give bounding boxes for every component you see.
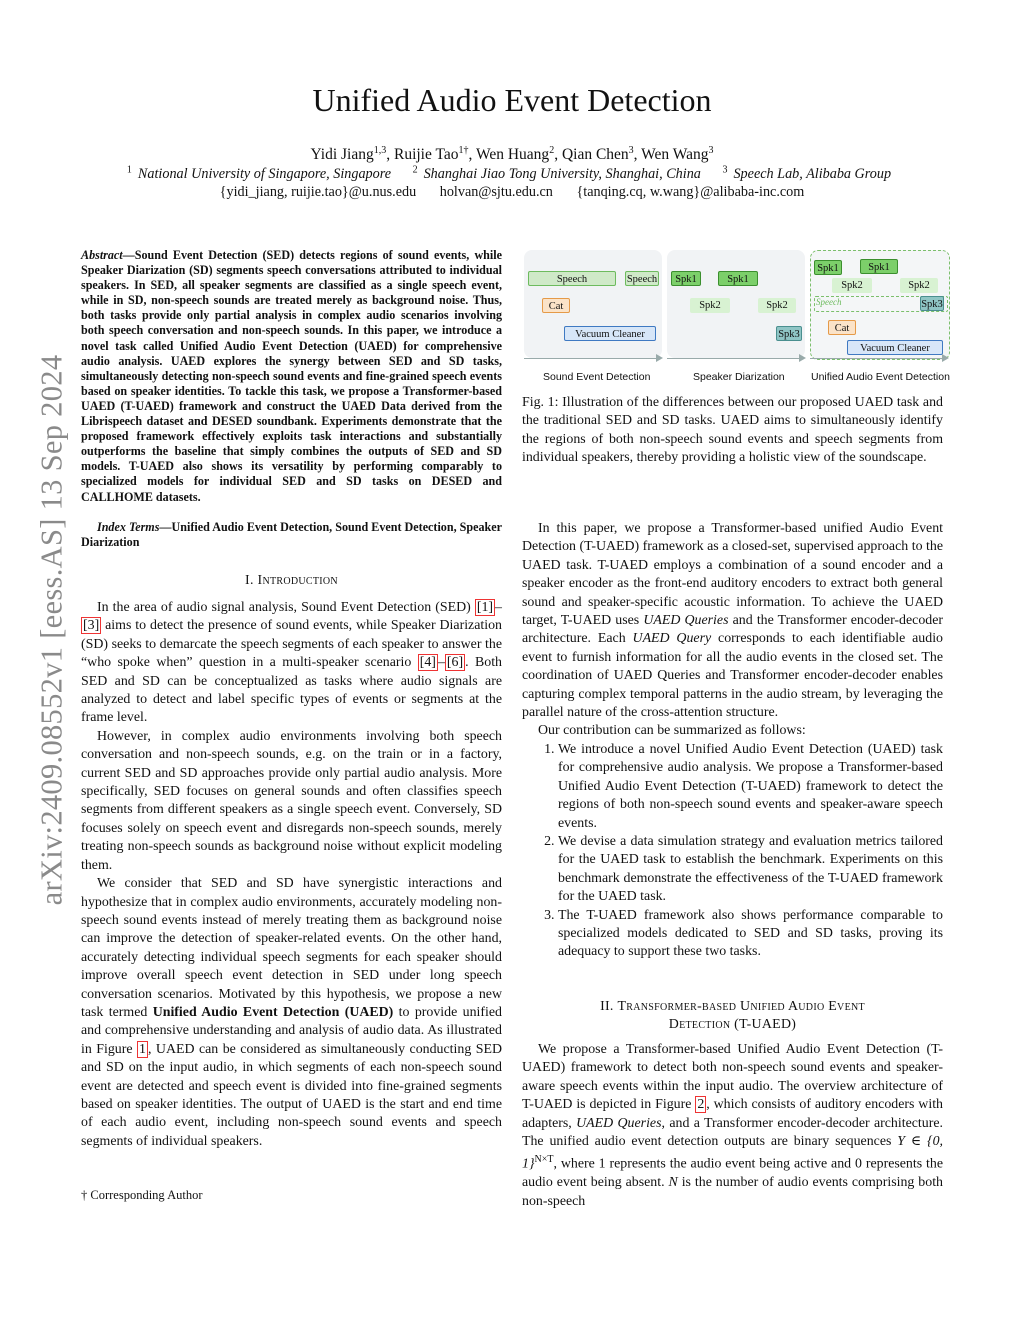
author: Qian Chen$^3$ [561, 145, 634, 164]
list-item: 3. The T-UAED framework also shows performance comparable to specialized models dedicated to SED and SD tasks, proving its adequacy to support these two tasks. [558, 907, 943, 962]
citation-link[interactable]: [4] [419, 655, 436, 671]
affiliation: $^3$ Speech Lab, Alibaba Group [722, 164, 892, 182]
figure-caption: Fig. 1: Illustration of the differences between our proposed UAED task and the traditional SED and SD tasks. UAED aims to simultaneously identify the regions of both non-speech sound events and speech segments from individual speakers, thereby providing a holistic view of the soundscape. [522, 395, 943, 466]
panel-label: Sound Event Detection [543, 371, 651, 383]
affiliation: $^1$ National University of Singapore, Singapore [126, 164, 392, 182]
spk1-segment: Spk1 [671, 271, 701, 286]
list-item: 1. We introduce a novel Unified Audio Event Detection (UAED) task for comprehensive audio analysis. We propose a Transformer-based Unified Audio Event Detection (T-UAED) framework to detect the regions of both non-speech sound events and speaker-aware speech events. [558, 741, 943, 833]
speech-dashed-label: Speech [816, 297, 842, 307]
cat-segment: Cat [828, 320, 856, 335]
paragraph: In the area of audio signal analysis, Sound Event Detection (SED) [1] –[3] aims to detect the presence of sound events, while Speaker Diarization (SD) seeks to demarcate the speech segments of each speaker to answer the “who spoke when” question in a multi-speaker scenario [4] – [6] . Both SED and SD can be conceptualized as tasks where audio signals are analyzed to detect and label specific types of events or segments at the frame level. [81, 600, 502, 726]
spk1-segment: Spk1 [814, 260, 842, 275]
panel-label: Unified Audio Event Detection [811, 371, 950, 383]
email: {yidi_jiang, ruijie.tao}@u.nus.edu [219, 184, 417, 200]
index-terms-label: Index Terms [97, 520, 160, 534]
paragraph: We propose a Transformer-based Unified Audio Event Detection (T-UAED) framework to detect both non-speech sound events and speaker-aware speech events within the input audio. The overview architecture of T-UAED is depicted in Figure 2 , which consists of auditory encoders with adapters, UAED Queries, and a Transformer encoder-decoder architecture. The unified audio event detection outputs are binary sequences Y ∈ {0, 1}$^{N\times T}$, where 1 represents the audio event being active and 0 represents the audio event being absent. N is the number of audio events comprising both non-speech [522, 1042, 944, 1209]
paper-title: Unified Audio Event Detection [312, 82, 712, 118]
speech-segment: Speech [528, 271, 616, 286]
affiliation: $^2$ Shanghai Jiao Tong University, Shanghai, China [412, 164, 701, 182]
email: {tanqing.cq, w.wang}@alibaba-inc.com [576, 184, 805, 200]
abstract-text: —Sound Event Detection (SED) detects regions of sound events, while Speaker Diarization (SD) segments speech conversations attributed to individual speakers. In SED, all speaker segments are classified as a single speech event, while in SD, non-speech sounds are treated merely as background noise. Thus, both tasks provide only partial analysis in complex audio scenarios involving both speech conversation and non-speech sounds. In this paper, we introduce a novel task called Unified Audio Event Detection (UAED) for comprehensive audio analysis. UAED explores the synergy between SED and SD tasks, simultaneously detecting non-speech sound events and fine-grained speech events based on speaker identities. To tackle this task, we propose a Transformer-based UAED (T-UAED) framework and construct the UAED Data derived from the Librispeech dataset and DESED soundbank. Experiments demonstrate that the proposed framework effectively exploits task interactions and substantially outperforms the baseline that simply combines the outputs of SED and SD models. T-UAED also shows its versatility by performing comparably to specialized models for individual SED and SD tasks on DESED and CALLHOME datasets. [81, 248, 502, 504]
section-heading-introduction: I. Introduction [245, 573, 338, 588]
spk3-segment: Spk3 [920, 296, 944, 311]
abstract-label: Abstract [81, 248, 123, 262]
author-list: Yidi Jiang$^{1,3}$, Ruijie Tao$^{1\dagger}$, Wen Huang$^2$, Qian Chen$^3$, Wen Wang$^3$ [310, 145, 714, 164]
vacuum-segment: Vacuum Cleaner [564, 326, 656, 341]
speech-segment: Speech [625, 271, 659, 286]
panel-label: Speaker Diarization [693, 371, 785, 383]
author: Yidi Jiang$^{1,3}$ [310, 145, 387, 164]
math-inline: Y ∈ {0, 1} [522, 1134, 943, 1173]
section2-body [522, 1041, 943, 1211]
contribution-list [522, 741, 943, 962]
spk2-segment: Spk2 [690, 298, 730, 313]
email: holvan@sjtu.edu.cn [439, 184, 553, 200]
list-item: 2. We devise a data simulation strategy and evaluation metrics tailored for the UAED task to establish the benchmark. Experiments on this benchmark demonstrate the effectiveness of the T-UAED framework for the UAED task. [558, 833, 943, 907]
arxiv-side-label: arXiv:2409.08552v1 [eess.AS] 13 Sep 2024 [34, 354, 69, 906]
paragraph: However, in complex audio environments involving both speech conversation and non-speech sounds, e.g. on the train or in a factory, current SED and SD approaches provide only partial audio analysis. More specifically, SED focuses on general sounds and often classifies speech segments from different speakers as a single speech event. Conversely, SD focuses solely on speech event and disregards non-speech sounds, merely treating non-speech sounds as background noise without explicit modeling them. [81, 728, 502, 873]
spk1-segment: Spk1 [718, 271, 758, 286]
spk2-segment: Spk2 [832, 278, 872, 293]
right-column-body [522, 520, 943, 962]
figure-link[interactable]: 1 [139, 1041, 146, 1057]
paragraph: In this paper, we propose a Transformer-based unified Audio Event Detection (T-UAED) framework as a closed-set, supervised approach to the UAED task. T-UAED employs a combination of a sound encoder and a speaker encoder as the front-end auditory encoders to extract both general sound and speaker-specific acoustic information. To achieve the UAED target, T-UAED uses UAED Queries and the Transformer encoder-decoder architecture. Each UAED Query corresponds to each identifiable audio event to furnish information for all the audio events in the closed set. The coordination of UAED Queries and Transformer encoder-decoder enables capturing complex temporal patterns in the audio stream, by leveraging the parallel nature of the cross-attention structure. [522, 521, 944, 721]
spk1-segment: Spk1 [860, 259, 898, 274]
spk2-segment: Spk2 [900, 278, 938, 293]
citation-link[interactable]: [1] [476, 600, 494, 615]
vacuum-segment: Vacuum Cleaner [847, 340, 943, 355]
arrow-icon [799, 354, 806, 362]
index-terms [81, 520, 502, 550]
emails [0, 184, 1024, 201]
spk3-segment: Spk3 [776, 326, 802, 341]
abstract [81, 248, 502, 505]
author: Ruijie Tao$^{1\dagger}$ [393, 145, 469, 164]
spk2-segment: Spk2 [758, 298, 796, 313]
paragraph: We consider that SED and SD have synergistic interactions and hypothesize that in complex audio environments, accurately modeling non-speech sound events instead of merely treating them as background noise can improve the detection of speaker-related events. On the other hand, accurately detecting individual speech segments for each speaker should improve overall speech event detection in SED under long speech conversation scenarios. Motivated by this hypothesis, we propose a new task termed Unified Audio Event Detection (UAED) to provide unified and comprehensive understanding and analysis of audio data. As illustrated in Figure 1 , UAED can be considered as simultaneously conducting SED and SD on the input audio, in which segments of each non-speech sound event are detected and speech event is divided into fine-grained segments based on speaker identities. The output of UAED is the start and end time of each audio event, including non-speech sound events and speech segments of individual speakers. [81, 876, 502, 1149]
footnote: † Corresponding Author [81, 1188, 203, 1202]
author: Wen Wang$^3$ [641, 145, 714, 164]
time-axis [667, 358, 799, 359]
affiliations [0, 164, 1024, 183]
cat-segment: Cat [542, 298, 570, 313]
author: Wen Huang$^2$ [475, 145, 555, 164]
time-axis [524, 358, 656, 359]
figure-1 [520, 246, 950, 386]
paragraph: Our contribution can be summarized as follows: [538, 723, 806, 739]
citation-link[interactable]: [6] [446, 655, 464, 671]
time-axis [810, 358, 942, 359]
arrow-icon [942, 354, 949, 362]
citation-link[interactable]: [3] [83, 618, 100, 634]
section-heading-tuaed: II. Transformer-based Unified Audio Event Detection (T-UAED) [600, 999, 865, 1032]
index-terms-text: —Unified Audio Event Detection, Sound Event Detection, Speaker Diarization [81, 520, 502, 550]
introduction-body [81, 599, 502, 1151]
arrow-icon [656, 354, 663, 362]
figure-link[interactable]: 2 [697, 1097, 705, 1113]
